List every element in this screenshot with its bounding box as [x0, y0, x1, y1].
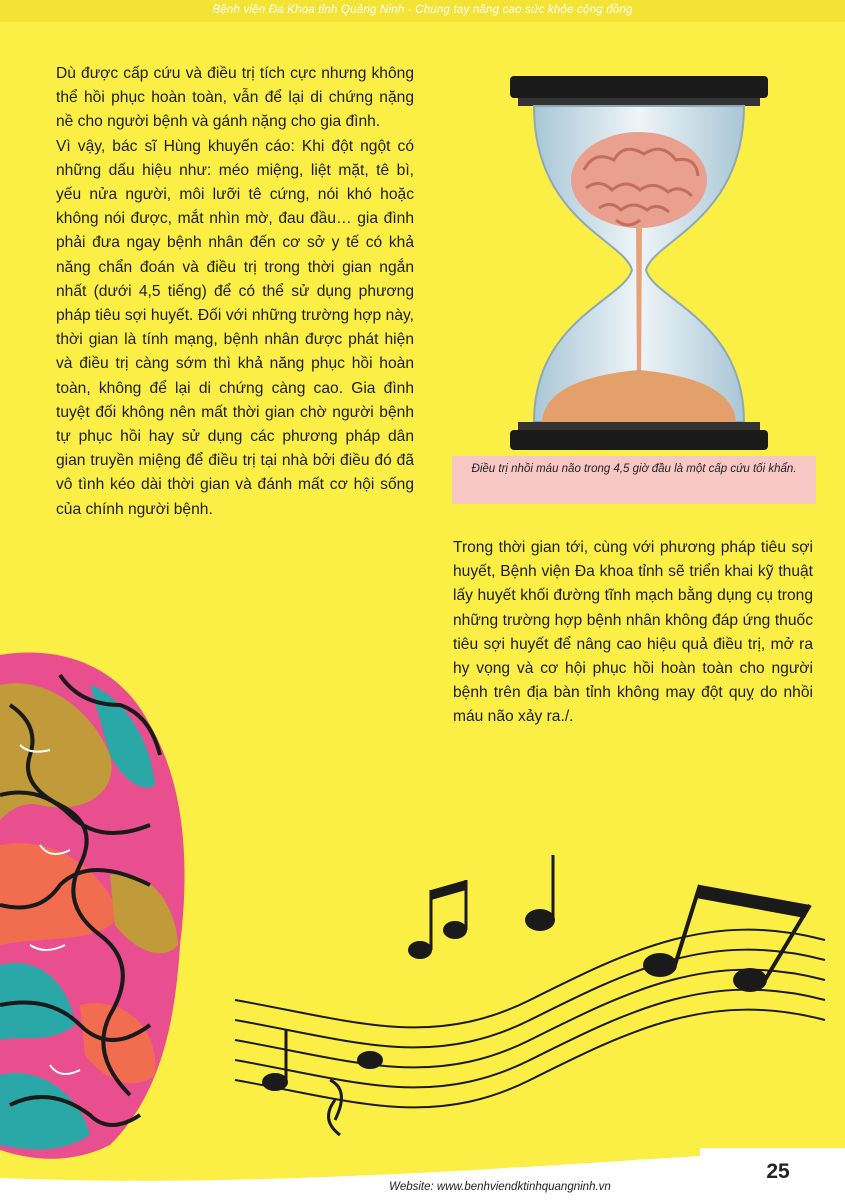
left-column-text — [56, 62, 414, 522]
page-header: Bệnh viện Đa Khoa tỉnh Quảng Ninh - Chung tay nâng cao sức khỏe cộng đồng — [212, 4, 633, 16]
right-paragraph: Trong thời gian tới, cùng với phương pháp tiêu sợi huyết, Bệnh viện Đa khoa tỉnh sẽ triển khai kỹ thuật lấy huyết khối đường tĩnh mạch bằng dụng cụ trong những trường hợp bệnh nhân không đáp ứng thuốc tiêu sợi huyết để nâng cao hiệu quả điều trị, mở ra hy vọng và cơ hội phục hồi hoàn toàn cho người bệnh trên địa bàn tỉnh không may đột quỵ do nhồi máu não xảy ra./. — [453, 539, 813, 726]
website-footer: Website: www.benhviendktinhquangninh.vn — [389, 1181, 611, 1193]
left-paragraph-1: Dù được cấp cứu và điều trị tích cực nhưng không thể hồi phục hoàn toàn, vẫn để lại di chứng nặng nề cho người bệnh và gánh nặng cho gia đình. — [56, 65, 414, 131]
colorful-brain-icon — [0, 645, 190, 1165]
page-number: 25 — [766, 1160, 790, 1183]
image-caption: Điều trị nhồi máu não trong 4,5 giờ đầu là một cấp cứu tối khẩn. — [471, 463, 797, 475]
image-caption-box — [452, 456, 816, 504]
music-notes-icon — [230, 850, 830, 1150]
left-paragraph-2: Vì vậy, bác sĩ Hùng khuyến cáo: Khi đột ngột có những dấu hiệu như: méo miệng, liệt mặt, tê bì, yếu nửa người, môi lưỡi tê cứng, nói khó hoặc không nói được, mắt nhìn mờ, đau đầu… gia đình phải đưa ngay bệnh nhân đến cơ sở y tế có khả năng chẩn đoán và điều trị trong thời gian ngắn nhất (dưới 4,5 tiếng) để có thể sử dụng phương pháp tiêu sợi huyết. Đối với những trường hợp này, thời gian là tính mạng, bệnh nhân được phát hiện và điều trị càng sớm thì khả năng phục hồi hoàn toàn, không để lại di chứng càng cao. Gia đình tuyệt đối không nên mất thời gian chờ người bệnh tự phục hồi hay sử dụng các phương pháp dân gian truyền miệng để điều trị tại nhà bởi điều đó đã vô tình kéo dài thời gian và đánh mất cơ hội sống của chính người bệnh. — [56, 137, 414, 518]
hourglass-brain-icon — [504, 70, 774, 455]
right-column-text — [453, 536, 813, 730]
